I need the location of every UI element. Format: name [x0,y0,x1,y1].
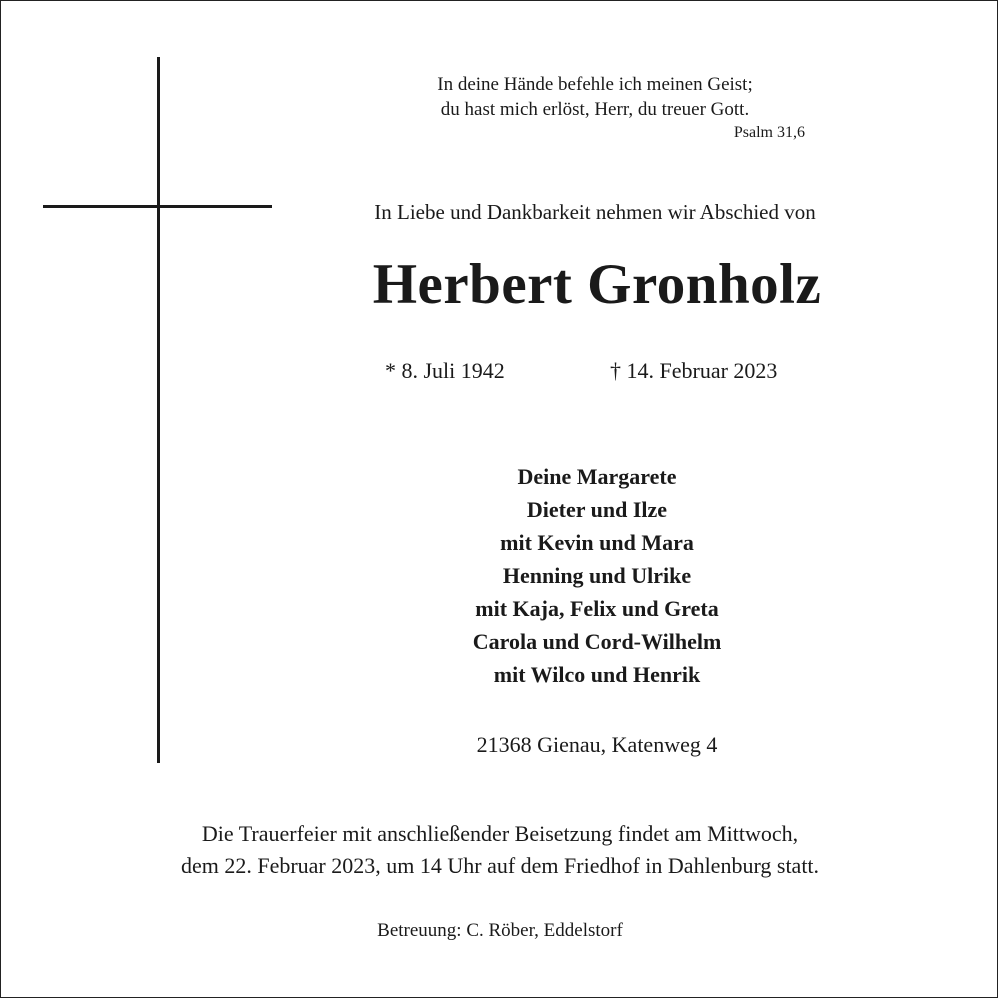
mourner-line: Henning und Ulrike [502,563,692,588]
ceremony-line: dem 22. Februar 2023, um 14 Uhr auf dem Friedhof in Dahlenburg statt. [180,853,820,878]
mourner-line: mit Kevin und Mara [500,530,694,555]
cross-vertical-bar [157,57,160,763]
mourner-line: Deine Margarete [517,464,677,489]
verse-reference: Psalm 31,6 [733,124,805,141]
mourner-line: Dieter und Ilze [526,497,668,522]
verse-line: du hast mich erlöst, Herr, du treuer Gott. [440,99,750,120]
farewell-intro: In Liebe und Dankbarkeit nehmen wir Abschied von [374,200,816,224]
cross-horizontal-bar [43,205,272,208]
death-date: † 14. Februar 2023 [610,358,778,383]
family-address: 21368 Gienau, Katenweg 4 [476,732,718,757]
ceremony-notice [100,818,900,882]
mourners-list [395,460,799,691]
ceremony-line: Die Trauerfeier mit anschließender Beisetzung findet am Mittwoch, [201,821,799,846]
mourner-line: mit Kaja, Felix und Greta [475,596,719,621]
verse-line: In deine Hände befehle ich meinen Geist; [437,74,753,95]
deceased-name: Herbert Gronholz [372,253,822,316]
bible-verse [380,72,810,122]
mourner-line: mit Wilco und Henrik [493,662,701,687]
birth-date: * 8. Juli 1942 [385,358,505,383]
funeral-caretaker: Betreuung: C. Röber, Eddelstorf [377,920,623,941]
mourner-line: Carola und Cord-Wilhelm [472,629,722,654]
